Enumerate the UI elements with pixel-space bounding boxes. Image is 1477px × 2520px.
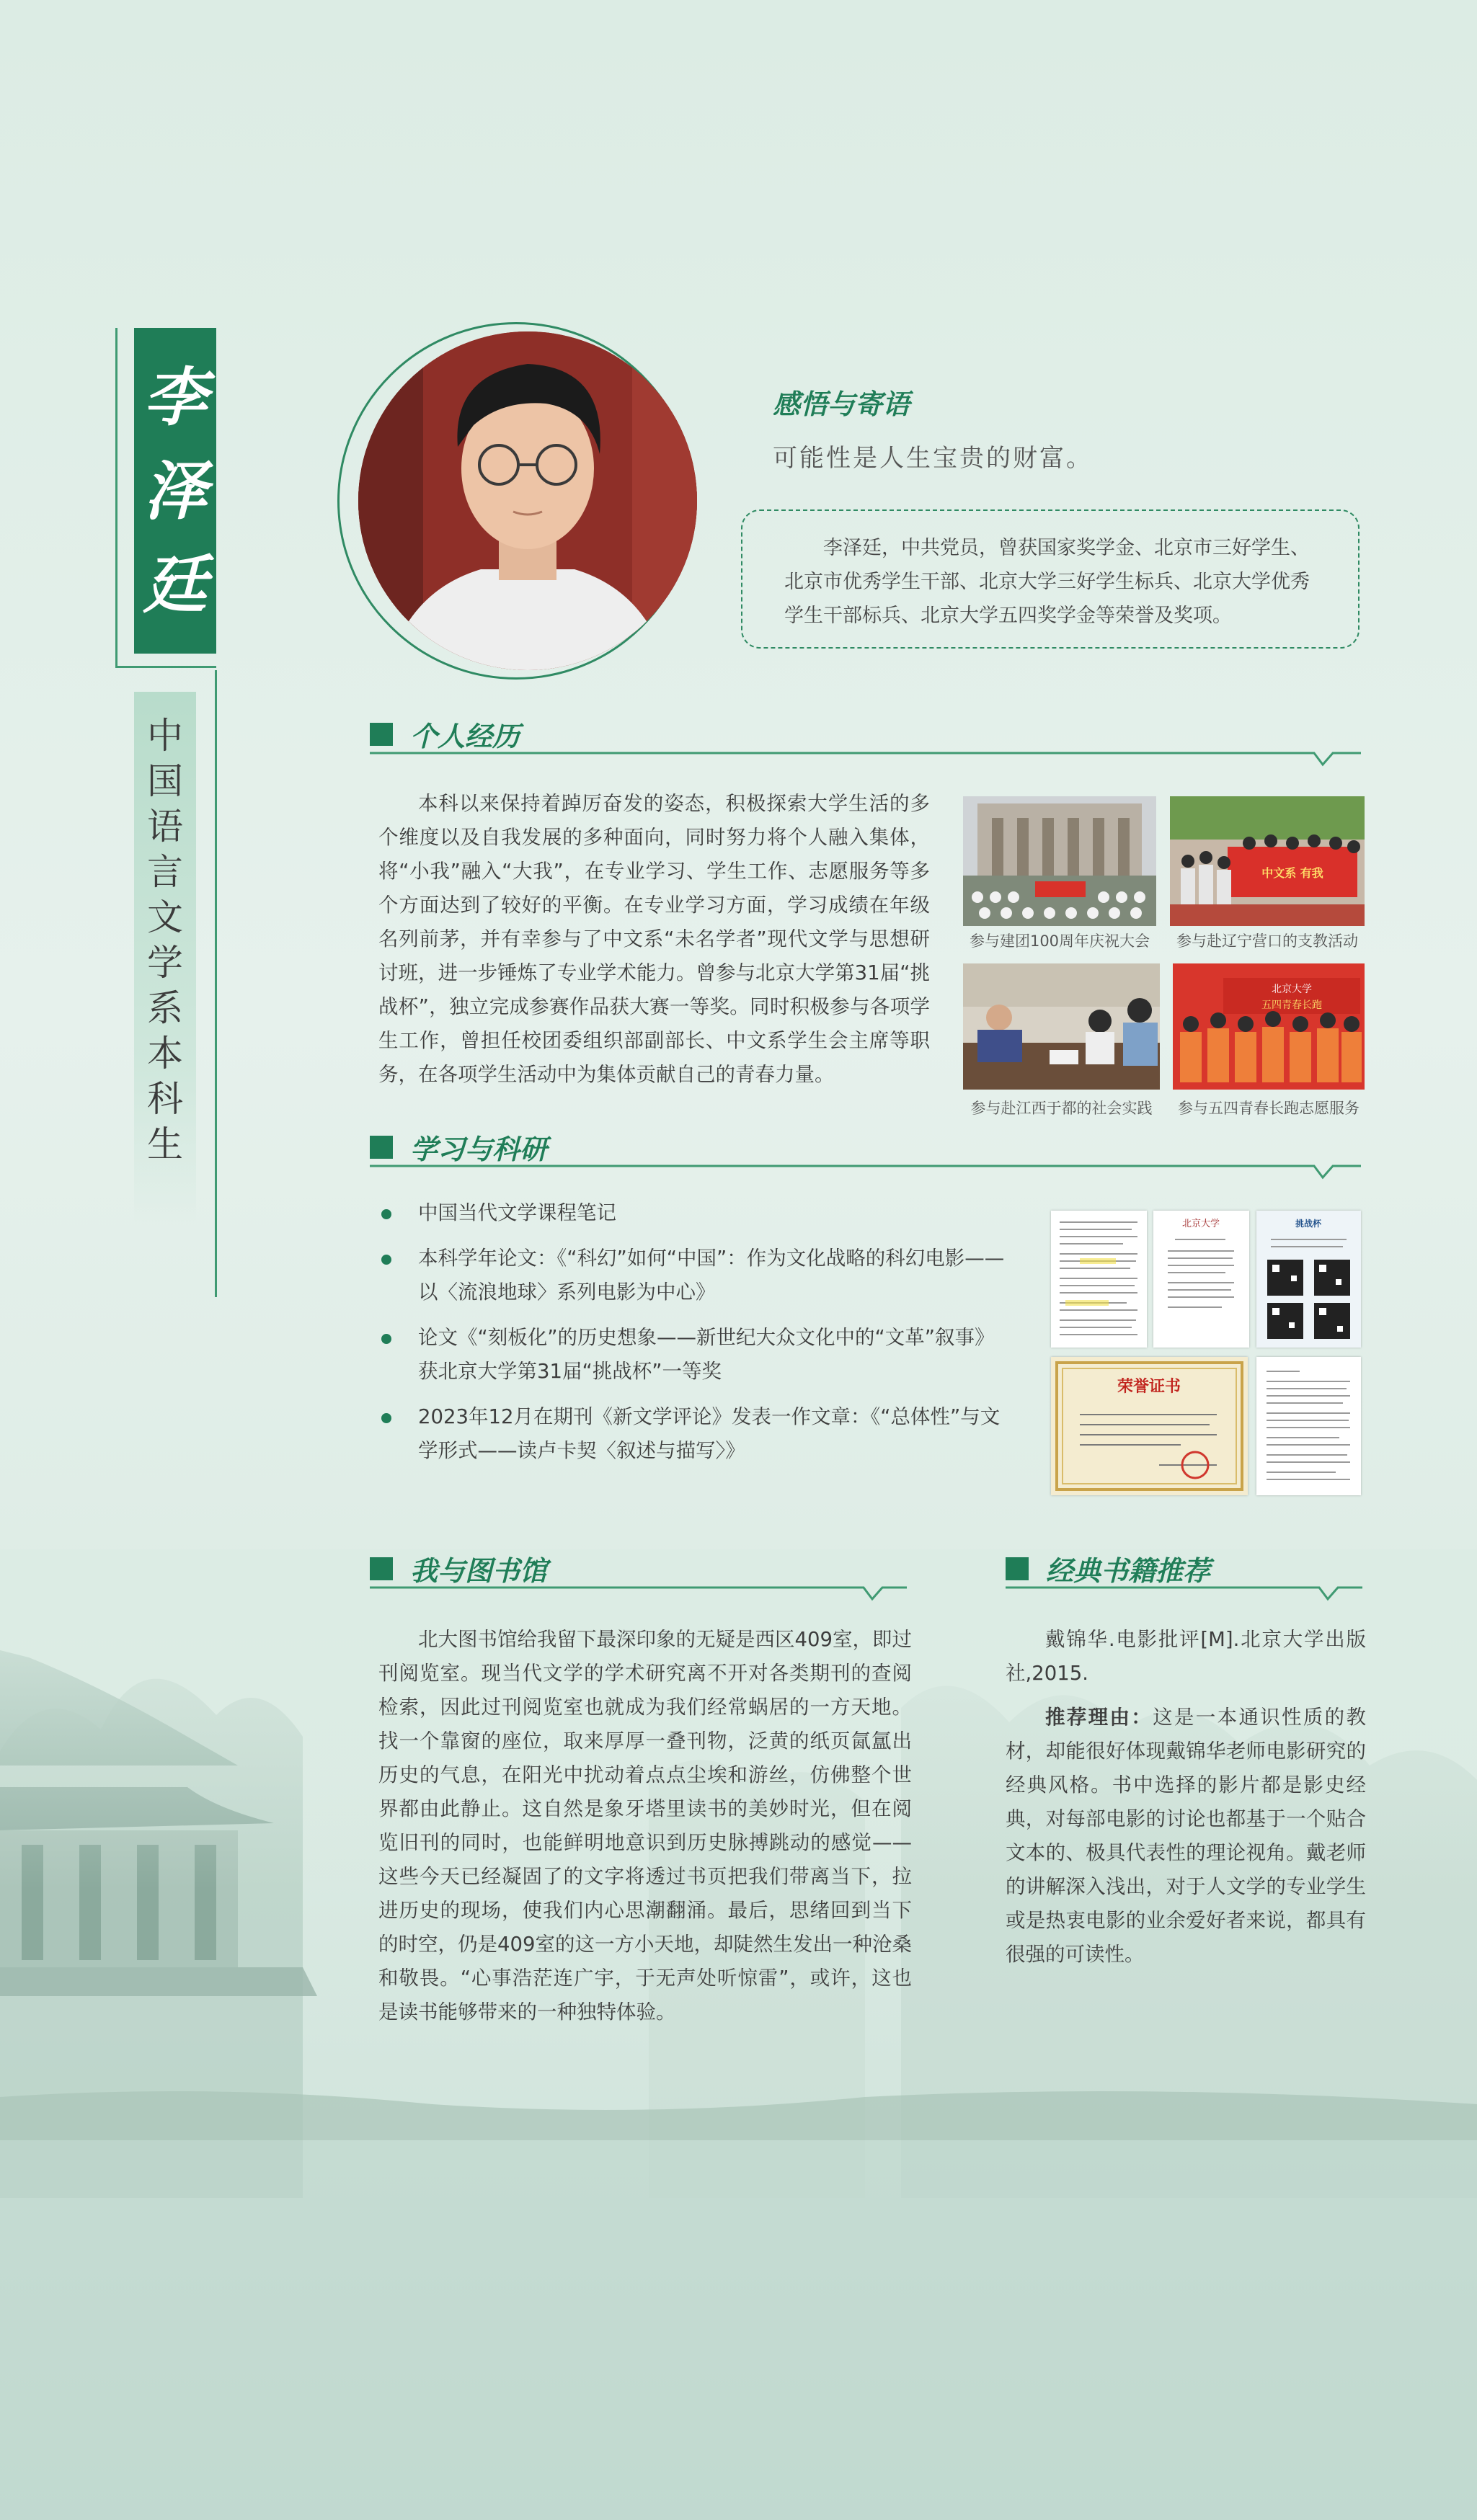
book-reason xyxy=(1006,1701,1366,1972)
portrait-photo xyxy=(358,331,697,670)
department-block xyxy=(134,692,196,1225)
name-char: 泽 xyxy=(143,453,207,528)
photo-volunteer xyxy=(1173,963,1365,1090)
department-char: 生 xyxy=(147,1123,183,1165)
photo-caption: 参与五四青春长跑志愿服务 xyxy=(1178,1100,1360,1117)
document-certificate xyxy=(1051,1357,1248,1495)
section-divider xyxy=(370,752,1365,773)
document-journal xyxy=(1256,1357,1361,1495)
section-divider xyxy=(1006,1586,1366,1608)
name-frame-line-bottom xyxy=(115,666,216,668)
photo-caption: 参与赴江西于都的社会实践 xyxy=(970,1100,1153,1117)
document-challenge-cup xyxy=(1256,1211,1361,1348)
library-text: 北大图书馆给我留下最深印象的无疑是西区409室，即过刊阅览室。现当代文学的学术研究离不开对各类期刊的查阅检索，因此过刊阅览室也就成为我们经常蜗居的一方天地。找一个靠窗的座位，取来厚厚一叠刊物，泛黄的纸页氤氲出历史的气息，在阳光中扰动着点点尘埃和游丝，仿佛整个世界都由此静止。这自然是象牙塔里读书的美妙时光，但在阅览旧刊的同时，也能鲜明地意识到历史脉搏跳动的感觉——这些今天已经凝固了的文字将透过书页把我们带离当下，拉进历史的现场，使我们内心思潮翻涌。最后，思绪回到当下的时空，仍是409室的这一方小天地，却陡然生发出一种沧桑和敬畏。“心事浩茫连广宇，于无声处听惊雷”，或许，这也是读书能够带来的一种独特体验。 xyxy=(378,1628,912,2023)
section-title: 经典书籍推荐 xyxy=(1046,1554,1211,1587)
photo-anniversary xyxy=(963,796,1156,926)
quote-text: 可能性是人生宝贵的财富。 xyxy=(773,444,1093,473)
list-item: 中国当代文学课程笔记 xyxy=(378,1196,1013,1230)
list-item: 论文《“刻板化”的历史想象——新世纪大众文化中的“文革”叙事》获北京大学第31届“挑战杯”一等奖 xyxy=(378,1321,1013,1389)
name-block xyxy=(134,328,216,654)
name-char: 廷 xyxy=(143,547,207,622)
department-frame-line xyxy=(215,670,217,1297)
document-notes xyxy=(1051,1211,1147,1348)
document-header-text: 北京大学 xyxy=(1181,1219,1220,1229)
banner-text: 中文系 有我 xyxy=(1261,866,1323,880)
department-char: 系 xyxy=(147,987,183,1029)
document-header-text: 挑战杯 xyxy=(1295,1219,1322,1229)
department-char: 学 xyxy=(147,942,183,984)
experience-text: 本科以来保持着踔厉奋发的姿态，积极探索大学生活的多个维度以及自我发展的多种面向，同时努力将个人融入集体，将“小我”融入“大我”，在专业学习、学生工作、志愿服务等多个方面达到了较好的平衡。在专业学习方面，学习成绩在年级名列前茅，并有幸参与了中文系“未名学者”现代文学与思想研讨班，进一步锤炼了专业学术能力。曾参与北京大学第31届“挑战杯”，独立完成参赛作品获大赛一等奖。同时积极参与各项学生工作，曾担任校团委组织部副部长、中文系学生会主席等职务，在各项学生活动中为集体贡献自己的青春力量。 xyxy=(378,792,930,1086)
banner-text: 北京大学 xyxy=(1272,984,1312,995)
section-title: 个人经历 xyxy=(410,720,520,752)
department-char: 语 xyxy=(147,806,183,847)
banner-text: 五四青春长跑 xyxy=(1261,999,1322,1011)
research-list xyxy=(378,1196,1013,1479)
section-divider xyxy=(370,1586,918,1608)
department-char: 中 xyxy=(147,715,183,757)
book-reason-text: 这是一本通识性质的教材，却能很好体现戴锦华老师电影研究的经典风格。书中选择的影片都是影史经典，对每部电影的讨论也都基于一个贴合文本的、极具代表性的理论视角。戴老师的讲解深入浅出，对于人文学的专业学生或是热衷电影的业余爱好者来说，都具有很强的可读性。 xyxy=(1006,1706,1367,1966)
section-square-icon xyxy=(370,1557,393,1580)
intro-text: 李泽廷，中共党员，曾获国家奖学金、北京市三好学生、北京市优秀学生干部、北京大学三好学生标兵、北京大学优秀学生干部标兵、北京大学五四奖学金等荣誉及奖项。 xyxy=(741,509,1360,649)
document-thesis xyxy=(1153,1211,1249,1348)
book-reason-label: 推荐理由： xyxy=(1045,1706,1153,1729)
section-divider xyxy=(370,1165,1365,1186)
list-item: 本科学年论文：《“科幻”如何“中国”：作为文化战略的科幻电影——以〈流浪地球〉系列电影为中心》 xyxy=(378,1242,1013,1309)
section-title: 我与图书馆 xyxy=(410,1554,548,1587)
department-char: 文 xyxy=(147,896,183,938)
department-char: 科 xyxy=(147,1078,183,1120)
department-char: 国 xyxy=(147,760,183,802)
department-char: 言 xyxy=(147,851,183,893)
section-square-icon xyxy=(370,1136,393,1159)
section-title: 学习与科研 xyxy=(410,1133,548,1165)
list-item: 2023年12月在期刊《新文学评论》发表一作文章：《“总体性”与文学形式——读卢卡契〈叙述与描写〉》 xyxy=(378,1400,1013,1468)
photo-teaching xyxy=(1170,796,1365,926)
name-frame-line xyxy=(115,328,117,667)
quote-title: 感悟与寄语 xyxy=(773,388,910,420)
photo-field-trip xyxy=(963,963,1160,1090)
name-char: 李 xyxy=(143,360,207,435)
section-square-icon xyxy=(370,723,393,746)
book-citation: 戴锦华.电影批评[M].北京大学出版社,2015. xyxy=(1006,1628,1366,1685)
certificate-title: 荣誉证书 xyxy=(1117,1377,1181,1396)
photo-caption: 参与赴辽宁营口的支教活动 xyxy=(1176,932,1358,950)
department-char: 本 xyxy=(147,1033,183,1074)
section-square-icon xyxy=(1006,1557,1029,1580)
photo-caption: 参与建团100周年庆祝大会 xyxy=(969,932,1150,950)
